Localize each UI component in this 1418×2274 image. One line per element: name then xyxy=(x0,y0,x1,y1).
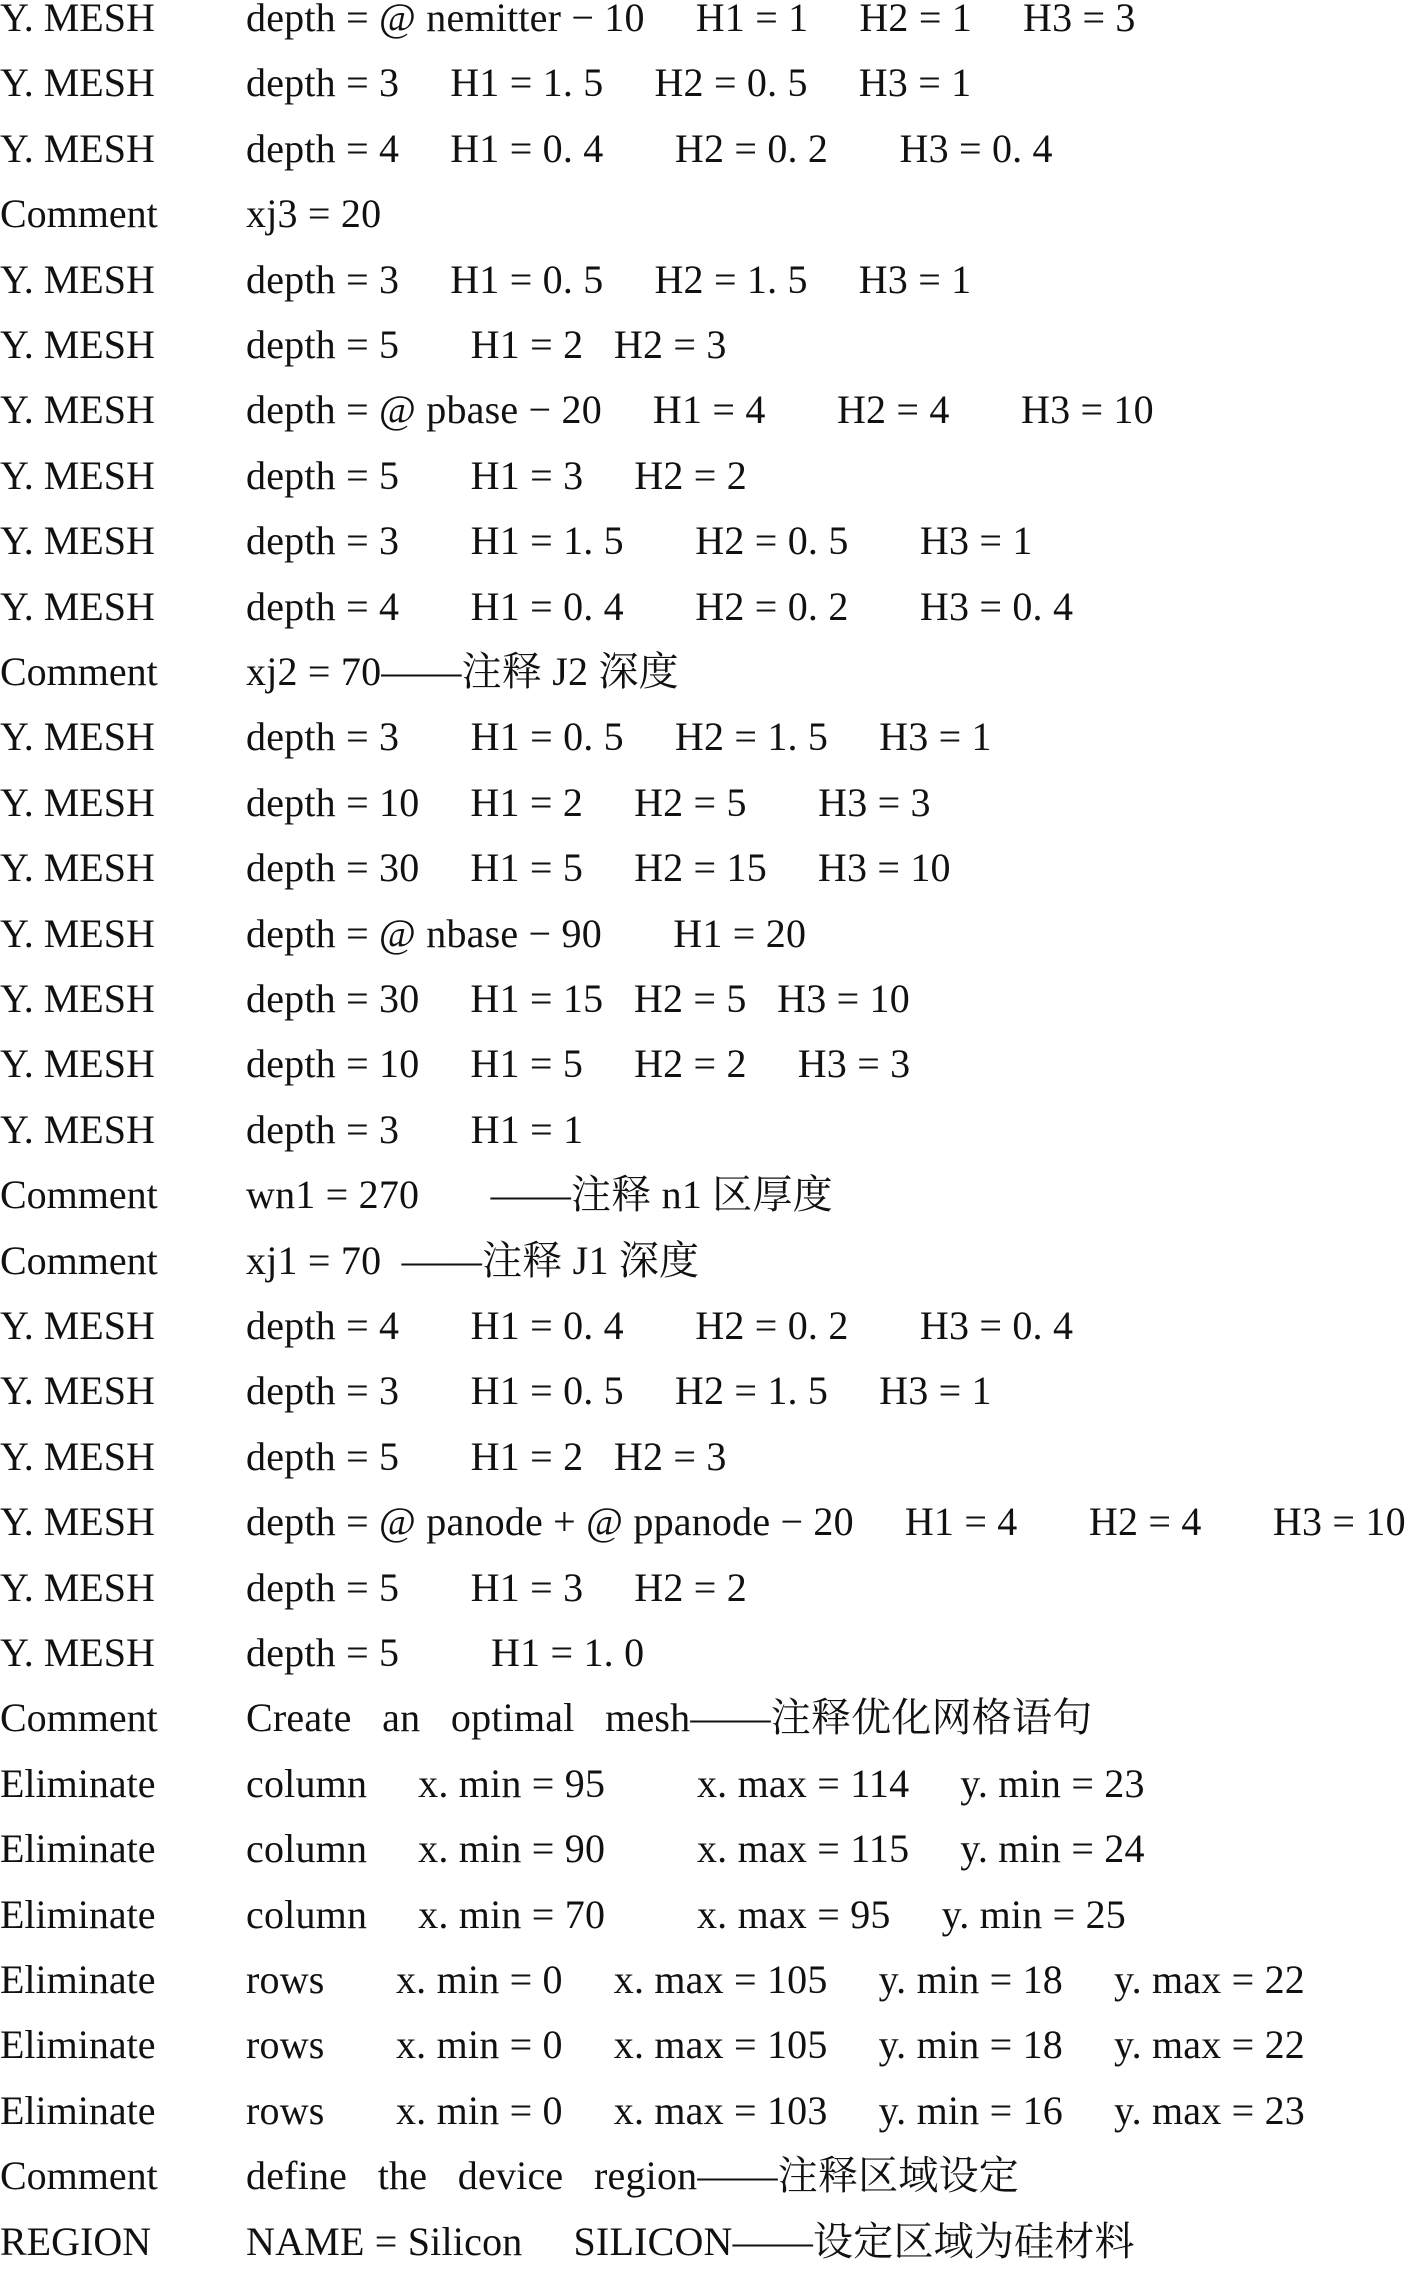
code-line xyxy=(0,771,1418,835)
statement-arguments: depth = 3 H1 = 0. 5 H2 = 1. 5 H3 = 1 xyxy=(246,1368,992,1414)
code-line xyxy=(0,836,1418,900)
statement-arguments: depth = 10 H1 = 2 H2 = 5 H3 = 3 xyxy=(246,779,931,825)
code-line xyxy=(0,967,1418,1031)
code-line xyxy=(0,640,1418,704)
statement-arguments: depth = 5 H1 = 3 H2 = 2 xyxy=(246,1564,747,1610)
statement-arguments: depth = 4 H1 = 0. 4 H2 = 0. 2 H3 = 0. 4 xyxy=(246,1303,1074,1348)
statement-keyword: Comment xyxy=(0,1237,158,1283)
statement-keyword: Y. MESH xyxy=(0,452,155,498)
statement-arguments: depth = 30 H1 = 15 H2 = 5 H3 = 10 xyxy=(246,976,910,1021)
statement-keyword: Y. MESH xyxy=(0,60,155,106)
statement-arguments: depth = @ pbase − 20 H1 = 4 H2 = 4 H3 = 10 xyxy=(246,387,1154,433)
code-line xyxy=(0,2013,1418,2077)
statement-arguments: depth = @ nbase − 90 H1 = 20 xyxy=(246,910,807,956)
code-line xyxy=(0,1098,1418,1162)
statement-keyword: Y. MESH xyxy=(0,322,155,367)
statement-keyword: Eliminate xyxy=(0,1826,156,1872)
code-line xyxy=(0,1163,1418,1227)
statement-arguments: define the device region——注释区域设定 xyxy=(246,2153,1019,2199)
statement-keyword: Comment xyxy=(0,649,158,694)
statement-arguments: Create an optimal mesh——注释优化网格语句 xyxy=(246,1695,1093,1741)
code-line xyxy=(0,1294,1418,1358)
statement-keyword: Y. MESH xyxy=(0,1630,155,1675)
statement-arguments: column x. min = 95 x. max = 114 y. min = 23 xyxy=(246,1760,1145,1806)
statement-keyword: Comment xyxy=(0,1695,158,1741)
statement-arguments: depth = 3 H1 = 1 xyxy=(246,1106,584,1152)
code-line xyxy=(0,182,1418,246)
code-line xyxy=(0,2079,1418,2143)
code-line xyxy=(0,1948,1418,2012)
statement-arguments: rows x. min = 0 x. max = 105 y. min = 18 y. max = 22 xyxy=(246,2022,1305,2068)
statement-keyword: Y. MESH xyxy=(0,1303,155,1348)
code-line xyxy=(0,117,1418,181)
statement-arguments: depth = 5 H1 = 2 H2 = 3 xyxy=(246,1433,727,1479)
statement-arguments: xj1 = 70 ——注释 J1 深度 xyxy=(246,1237,700,1283)
statement-keyword: Y. MESH xyxy=(0,1433,155,1479)
statement-arguments: column x. min = 70 x. max = 95 y. min = 25 xyxy=(246,1891,1126,1937)
code-line xyxy=(0,2144,1418,2208)
statement-keyword: Y. MESH xyxy=(0,0,155,40)
statement-arguments: depth = 3 H1 = 0. 5 H2 = 1. 5 H3 = 1 xyxy=(246,256,972,302)
statement-arguments: rows x. min = 0 x. max = 105 y. min = 18 y. max = 22 xyxy=(246,1957,1305,2002)
statement-keyword: Y. MESH xyxy=(0,1564,155,1610)
code-line xyxy=(0,1556,1418,1620)
code-line xyxy=(0,1425,1418,1489)
statement-arguments: depth = 10 H1 = 5 H2 = 2 H3 = 3 xyxy=(246,1041,911,1087)
code-line xyxy=(0,1621,1418,1685)
statement-keyword: Comment xyxy=(0,191,158,237)
statement-keyword: Y. MESH xyxy=(0,583,155,629)
code-line xyxy=(0,248,1418,312)
statement-arguments: depth = 4 H1 = 0. 4 H2 = 0. 2 H3 = 0. 4 xyxy=(246,125,1053,171)
code-line xyxy=(0,444,1418,508)
code-line xyxy=(0,0,1418,50)
statement-keyword: Eliminate xyxy=(0,1891,156,1937)
statement-keyword: REGION xyxy=(0,2218,152,2264)
code-line xyxy=(0,1817,1418,1881)
statement-arguments: xj3 = 20 xyxy=(246,191,382,237)
code-line xyxy=(0,313,1418,377)
statement-arguments: depth = 3 H1 = 1. 5 H2 = 0. 5 H3 = 1 xyxy=(246,60,972,106)
code-line xyxy=(0,705,1418,769)
code-line xyxy=(0,509,1418,573)
statement-arguments: NAME = Silicon SILICON——设定区域为硅材料 xyxy=(246,2218,1135,2264)
code-line xyxy=(0,1490,1418,1554)
code-line xyxy=(0,51,1418,115)
statement-keyword: Eliminate xyxy=(0,2087,156,2133)
code-line xyxy=(0,1686,1418,1750)
statement-keyword: Y. MESH xyxy=(0,910,155,956)
statement-arguments: depth = 3 H1 = 1. 5 H2 = 0. 5 H3 = 1 xyxy=(246,518,1033,564)
statement-keyword: Y. MESH xyxy=(0,518,155,564)
statement-keyword: Y. MESH xyxy=(0,779,155,825)
statement-arguments: depth = 4 H1 = 0. 4 H2 = 0. 2 H3 = 0. 4 xyxy=(246,583,1074,629)
statement-keyword: Eliminate xyxy=(0,2022,156,2068)
statement-keyword: Y. MESH xyxy=(0,1499,155,1545)
statement-arguments: depth = 30 H1 = 5 H2 = 15 H3 = 10 xyxy=(246,845,951,891)
code-line xyxy=(0,1752,1418,1816)
statement-keyword: Y. MESH xyxy=(0,1368,155,1414)
statement-keyword: Y. MESH xyxy=(0,1106,155,1152)
statement-keyword: Y. MESH xyxy=(0,976,155,1021)
statement-keyword: Y. MESH xyxy=(0,714,155,760)
code-line xyxy=(0,1883,1418,1947)
statement-arguments: wn1 = 270 ——注释 n1 区厚度 xyxy=(246,1172,833,1218)
statement-arguments: column x. min = 90 x. max = 115 y. min = 24 xyxy=(246,1826,1145,1872)
statement-arguments: xj2 = 70——注释 J2 深度 xyxy=(246,649,679,694)
statement-arguments: depth = @ panode + @ ppanode − 20 H1 = 4 H2 = 4 H3 = 10 xyxy=(246,1499,1406,1545)
statement-arguments: depth = 3 H1 = 0. 5 H2 = 1. 5 H3 = 1 xyxy=(246,714,992,760)
statement-keyword: Comment xyxy=(0,2153,158,2199)
code-line xyxy=(0,1359,1418,1423)
code-line xyxy=(0,575,1418,639)
statement-keyword: Y. MESH xyxy=(0,125,155,171)
statement-keyword: Eliminate xyxy=(0,1957,156,2002)
statement-arguments: depth = 5 H1 = 3 H2 = 2 xyxy=(246,452,747,498)
statement-keyword: Eliminate xyxy=(0,1760,156,1806)
statement-keyword: Y. MESH xyxy=(0,1041,155,1087)
code-line xyxy=(0,1229,1418,1293)
statement-arguments: depth = 5 H1 = 1. 0 xyxy=(246,1630,645,1675)
statement-keyword: Y. MESH xyxy=(0,256,155,302)
statement-keyword: Comment xyxy=(0,1172,158,1218)
code-line xyxy=(0,378,1418,442)
statement-arguments: rows x. min = 0 x. max = 103 y. min = 16 y. max = 23 xyxy=(246,2087,1305,2133)
statement-arguments: depth = @ nemitter − 10 H1 = 1 H2 = 1 H3 = 3 xyxy=(246,0,1136,40)
statement-keyword: Y. MESH xyxy=(0,387,155,433)
code-line xyxy=(0,1032,1418,1096)
statement-arguments: depth = 5 H1 = 2 H2 = 3 xyxy=(246,322,727,367)
statement-keyword: Y. MESH xyxy=(0,845,155,891)
code-line xyxy=(0,2210,1418,2274)
code-line xyxy=(0,902,1418,966)
